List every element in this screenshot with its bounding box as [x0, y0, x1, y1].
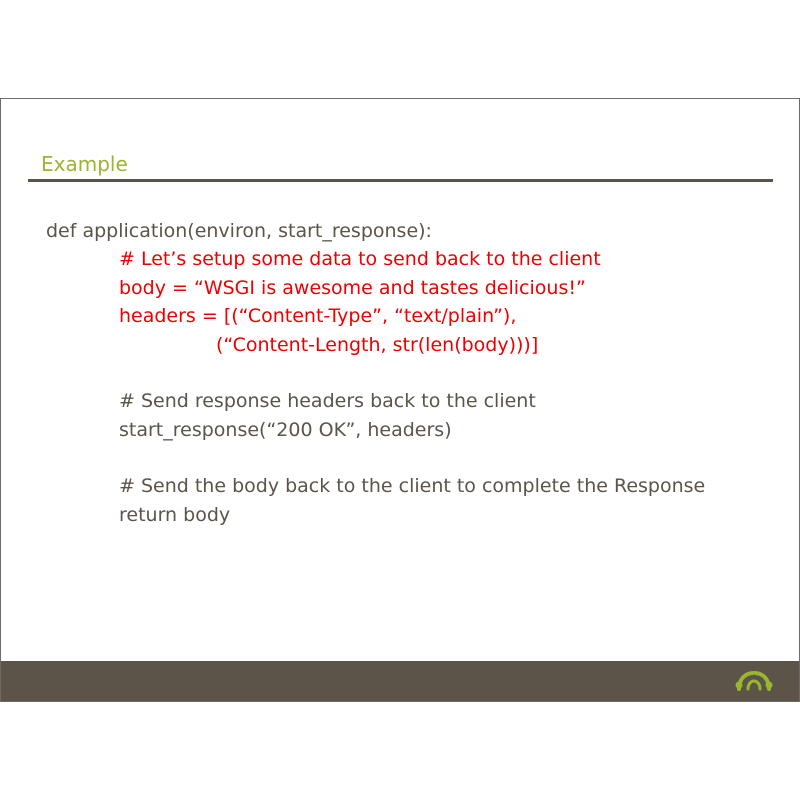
code-line-comment-body: # Send the body back to the client to complete the Response: [119, 475, 706, 497]
slide-title: Example: [41, 152, 128, 176]
code-line-headers: headers = [(“Content-Type”, “text/plain”),: [119, 305, 517, 327]
code-line-comment-setup: # Let’s setup some data to send back to the client: [119, 248, 601, 270]
code-line-headers-cont: (“Content-Length, str(len(body)))]: [216, 334, 539, 356]
footer-bar: [1, 661, 799, 701]
slide: [0, 98, 800, 702]
code-line-start-response: start_response(“200 OK”, headers): [119, 419, 452, 441]
surveymonkey-logo-icon: [735, 669, 773, 693]
code-line-body: body = “WSGI is awesome and tastes delicious!”: [119, 277, 586, 299]
code-line-return: return body: [119, 504, 231, 526]
code-line-comment-headers: # Send response headers back to the client: [119, 390, 536, 412]
code-line-def: def application(environ, start_response):: [46, 220, 432, 242]
title-divider: [28, 179, 773, 182]
